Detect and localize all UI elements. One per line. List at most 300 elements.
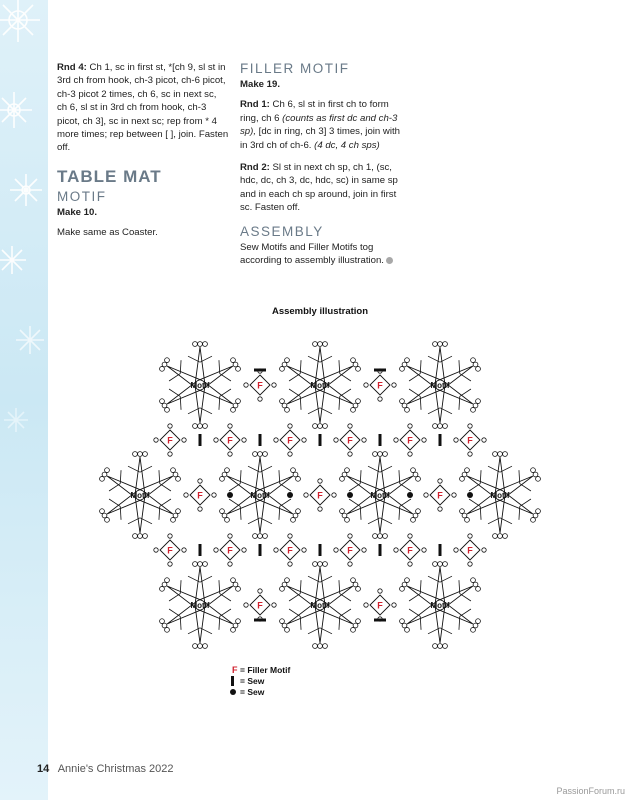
filler-motif-heading: FILLER MOTIF (240, 61, 350, 76)
filler-picot (168, 534, 172, 538)
filler-picot (452, 493, 456, 497)
picot (193, 644, 198, 649)
filler-picot (288, 534, 292, 538)
motif-branch (349, 499, 360, 506)
legend-filler-symbol: F (232, 665, 238, 675)
picot (313, 424, 318, 429)
motif-branch (109, 499, 120, 506)
filler-picot (274, 548, 278, 552)
rnd2-label: Rnd 2: (240, 162, 270, 174)
picot (356, 366, 361, 371)
picot (225, 468, 230, 473)
sew-bar-5 (199, 434, 202, 446)
picot (443, 342, 448, 347)
filler-motif-8 (454, 424, 486, 456)
motif-branch (160, 499, 171, 506)
legend-text-2: = Sew (240, 676, 265, 686)
picot (220, 509, 225, 514)
picot (258, 534, 263, 539)
picot (258, 452, 263, 457)
motif-9 (280, 562, 361, 649)
motif-branch (340, 609, 351, 616)
motif-branch (229, 484, 240, 491)
picot (378, 452, 383, 457)
filler-label: F (167, 435, 173, 446)
rnd1-text-a: Ch 6, sl st in first ch to form ring, ch 6 (240, 99, 389, 124)
filler-picot (348, 534, 352, 538)
picot (253, 452, 258, 457)
filler-motif-16 (394, 534, 426, 566)
motif-branch (400, 484, 411, 491)
picot (323, 424, 328, 429)
filler-motif-12 (154, 534, 186, 566)
filler-motif-13 (214, 534, 246, 566)
picot (493, 534, 498, 539)
motif-branch (469, 499, 480, 506)
picot (280, 619, 285, 624)
filler-picot (332, 493, 336, 497)
picot (198, 342, 203, 347)
picot (438, 644, 443, 649)
filler-picot (408, 452, 412, 456)
picot (433, 562, 438, 567)
filler-picot (422, 438, 426, 442)
filler-picot (242, 548, 246, 552)
motif-branch (409, 594, 420, 601)
sew-bar-7 (319, 434, 322, 446)
motif-10 (400, 562, 481, 649)
motif-label: Motif (370, 491, 390, 500)
filler-picot (408, 424, 412, 428)
motif-branch (340, 389, 351, 396)
filler-picot (168, 452, 172, 456)
picot (231, 627, 236, 632)
picot (280, 399, 285, 404)
filler-label: F (287, 545, 293, 556)
picot (465, 468, 470, 473)
filler-picot (302, 548, 306, 552)
picot (203, 342, 208, 347)
filler-label: F (167, 545, 173, 556)
filler-picot (378, 589, 382, 593)
picot (105, 468, 110, 473)
motif-branch (340, 594, 351, 601)
motif-branch (469, 484, 480, 491)
picot (373, 534, 378, 539)
picot (198, 424, 203, 429)
motif-branch (409, 374, 420, 381)
motif-branch (229, 499, 240, 506)
motif-branch (460, 389, 471, 396)
filler-label: F (467, 545, 473, 556)
picot (471, 407, 476, 412)
end-mark-icon (386, 257, 393, 264)
filler-label: F (227, 545, 233, 556)
sew-dot-2 (287, 492, 293, 498)
picot (476, 586, 481, 591)
motif-3 (400, 342, 481, 429)
picot (323, 644, 328, 649)
motif-heading: MOTIF (57, 188, 107, 204)
filler-picot (438, 479, 442, 483)
filler-label: F (317, 490, 323, 501)
picot (291, 517, 296, 522)
picot (405, 578, 410, 583)
motif-branch (460, 594, 471, 601)
motif-branch (520, 499, 531, 506)
picot (236, 586, 241, 591)
filler-motif-3 (154, 424, 186, 456)
picot (476, 366, 481, 371)
filler-label: F (257, 600, 263, 611)
sew-bar-9 (439, 434, 442, 446)
motif-branch (160, 484, 171, 491)
sew-bar-4 (374, 619, 386, 622)
motif-branch (289, 609, 300, 616)
watermark: PassionForum.ru (556, 786, 625, 796)
left-column (57, 61, 229, 249)
filler-motif-1 (244, 369, 276, 401)
picot (285, 358, 290, 363)
filler-picot (154, 548, 158, 552)
motif-branch (400, 499, 411, 506)
filler-picot (302, 438, 306, 442)
motif-branch (169, 594, 180, 601)
legend-dot-symbol (230, 689, 236, 695)
sew-bar-13 (379, 544, 382, 556)
filler-picot (288, 562, 292, 566)
picot (318, 562, 323, 567)
assembly-heading: ASSEMBLY (240, 223, 324, 239)
rnd2-text: Sl st in next ch sp, ch 1, (sc, hdc, dc, ch 3, dc, hdc, sc) in same sp and in each ch sp around, join in first sc. Fasten off. (240, 162, 398, 214)
picot (160, 619, 165, 624)
assembly-illustration (70, 300, 570, 720)
picot (460, 509, 465, 514)
picot (133, 534, 138, 539)
snowflake-decoration-icon (0, 0, 48, 800)
filler-picot (438, 507, 442, 511)
picot (193, 342, 198, 347)
filler-picot (362, 438, 366, 442)
picot (443, 424, 448, 429)
filler-motif-17 (454, 534, 486, 566)
sew-bar-10 (199, 544, 202, 556)
picot (351, 407, 356, 412)
picot (356, 586, 361, 591)
rnd2-paragraph (240, 161, 408, 215)
rnd1-italic-b: (4 dc, 4 ch sps) (314, 139, 380, 151)
picot (345, 468, 350, 473)
picot (443, 562, 448, 567)
filler-picot (288, 424, 292, 428)
diagram-title: Assembly illustration (271, 306, 369, 317)
filler-picot (244, 383, 248, 387)
picot (438, 562, 443, 567)
sew-dot-4 (407, 492, 413, 498)
picot (296, 476, 301, 481)
filler-picot (348, 424, 352, 428)
filler-picot (408, 562, 412, 566)
motif-branch (289, 594, 300, 601)
motif-8 (160, 562, 241, 649)
motif-4 (100, 452, 181, 539)
picot (318, 342, 323, 347)
motif-2 (280, 342, 361, 429)
motif-branch (289, 389, 300, 396)
filler-motif-15 (334, 534, 366, 566)
filler-picot (274, 438, 278, 442)
picot (340, 509, 345, 514)
filler-picot (454, 438, 458, 442)
sew-bar-2 (374, 369, 386, 372)
filler-picot (258, 397, 262, 401)
picot (100, 509, 105, 514)
filler-picot (288, 452, 292, 456)
sew-dot-1 (227, 492, 233, 498)
picot (193, 562, 198, 567)
filler-label: F (467, 435, 473, 446)
filler-picot (228, 562, 232, 566)
filler-picot (364, 603, 368, 607)
sew-bar-12 (319, 544, 322, 556)
picot (198, 644, 203, 649)
page-footer (37, 763, 174, 775)
picot (198, 562, 203, 567)
motif-branch (220, 374, 231, 381)
filler-label: F (227, 435, 233, 446)
picot (383, 534, 388, 539)
filler-picot (198, 507, 202, 511)
picot (373, 452, 378, 457)
picot (313, 342, 318, 347)
filler-motif-5 (274, 424, 306, 456)
picot (323, 562, 328, 567)
picot (493, 452, 498, 457)
motif-branch (460, 374, 471, 381)
filler-label: F (377, 380, 383, 391)
motif-label: Motif (430, 381, 450, 390)
picot (416, 476, 421, 481)
filler-picot (454, 548, 458, 552)
picot (443, 644, 448, 649)
picot (433, 644, 438, 649)
filler-picot (272, 603, 276, 607)
motif-branch (220, 594, 231, 601)
motif-label: Motif (250, 491, 270, 500)
rnd1-paragraph (240, 98, 408, 152)
filler-picot (168, 562, 172, 566)
motif-branch (280, 499, 291, 506)
picot (438, 424, 443, 429)
picot (138, 534, 143, 539)
rnd4-paragraph (57, 61, 229, 155)
filler-label: F (347, 435, 353, 446)
rnd4-label: Rnd 4: (57, 62, 87, 73)
filler-label: F (437, 490, 443, 501)
filler-motif-14 (274, 534, 306, 566)
motif-label: Motif (490, 491, 510, 500)
picot (203, 562, 208, 567)
picot (471, 627, 476, 632)
filler-picot (392, 383, 396, 387)
picot (498, 452, 503, 457)
right-column (240, 61, 408, 276)
picot (318, 424, 323, 429)
filler-picot (228, 424, 232, 428)
diagram-legend (230, 665, 290, 697)
filler-picot (364, 383, 368, 387)
sew-bar-14 (439, 544, 442, 556)
filler-label: F (377, 600, 383, 611)
rnd1-italic-a: (counts as first dc and ch-3 sp), (240, 112, 398, 138)
filler-picot (212, 493, 216, 497)
rnd4-text: Ch 1, sc in first st, *[ch 9, sl st in 3rd ch from hook, ch-3 picot, ch-6 picot, ch-3 picot 2 times, ch 6, sc in next sc, ch 6, sl st in 3rd ch from hook, ch-3 picot, ch 3], sc in next sc; rep from * 4 more times; rep between [ ], join. Fasten off. (57, 62, 229, 154)
sew-bar-1 (254, 369, 266, 372)
picot (203, 644, 208, 649)
motif-branch (349, 484, 360, 491)
filler-picot (378, 397, 382, 401)
assembly-paragraph (240, 241, 408, 268)
filler-picot (242, 438, 246, 442)
filler-picot (182, 438, 186, 442)
legend-text-3: = Sew (240, 687, 265, 697)
picot (318, 644, 323, 649)
picot (313, 644, 318, 649)
motif-branch (109, 484, 120, 491)
picot (536, 476, 541, 481)
filler-picot (214, 548, 218, 552)
filler-picot (318, 507, 322, 511)
filler-label: F (287, 435, 293, 446)
filler-motif-10 (304, 479, 336, 511)
picot (351, 627, 356, 632)
motif-label: Motif (310, 381, 330, 390)
filler-picot (168, 424, 172, 428)
filler-picot (408, 534, 412, 538)
filler-make: Make 19. (240, 79, 281, 90)
picot (503, 452, 508, 457)
rnd1-text-b: [dc in ring, ch 3] 3 times, join with in 3rd ch of ch-6. (240, 126, 400, 151)
motif-branch (169, 389, 180, 396)
filler-picot (334, 548, 338, 552)
motif-branch (460, 609, 471, 616)
picot (143, 452, 148, 457)
motif-label: Motif (190, 601, 210, 610)
picot (400, 619, 405, 624)
filler-motif-9 (184, 479, 216, 511)
motif-label: Motif (130, 491, 150, 500)
motif-label: Motif (430, 601, 450, 610)
filler-picot (228, 534, 232, 538)
motif-branch (220, 609, 231, 616)
filler-motif-7 (394, 424, 426, 456)
filler-picot (304, 493, 308, 497)
filler-picot (424, 493, 428, 497)
motif-make: Make 10. (57, 206, 98, 218)
filler-picot (468, 452, 472, 456)
filler-motif-18 (244, 589, 276, 621)
picot (176, 476, 181, 481)
filler-picot (348, 562, 352, 566)
picot (171, 517, 176, 522)
filler-picot (482, 548, 486, 552)
motif-text: Make same as Coaster. (57, 227, 158, 239)
filler-picot (182, 548, 186, 552)
motif-label: Motif (190, 381, 210, 390)
filler-picot (228, 452, 232, 456)
picot (143, 534, 148, 539)
filler-label: F (347, 545, 353, 556)
motif-branch (520, 484, 531, 491)
filler-picot (468, 562, 472, 566)
motif-branch (340, 374, 351, 381)
filler-picot (468, 534, 472, 538)
filler-picot (318, 479, 322, 483)
filler-picot (348, 452, 352, 456)
filler-label: F (197, 490, 203, 501)
filler-label: F (407, 435, 413, 446)
snowflake-sidebar (0, 0, 48, 800)
page-number: 14 (37, 763, 50, 775)
publication-title: Annie's Christmas 2022 (57, 763, 174, 775)
sew-bar-6 (259, 434, 262, 446)
filler-motif-6 (334, 424, 366, 456)
filler-picot (272, 383, 276, 387)
filler-motif-2 (364, 369, 396, 401)
motif-branch (409, 389, 420, 396)
filler-picot (184, 493, 188, 497)
picot (438, 342, 443, 347)
motif-branch (169, 374, 180, 381)
filler-motif-19 (364, 589, 396, 621)
picot (236, 366, 241, 371)
filler-label: F (407, 545, 413, 556)
picot (531, 517, 536, 522)
picot (498, 534, 503, 539)
picot (231, 407, 236, 412)
picot (405, 358, 410, 363)
picot (378, 534, 383, 539)
filler-picot (394, 438, 398, 442)
filler-picot (482, 438, 486, 442)
legend-text-1: = Filler Motif (240, 665, 291, 675)
motif-branch (409, 609, 420, 616)
rnd1-label: Rnd 1: (240, 99, 270, 111)
picot (263, 534, 268, 539)
sew-bar-3 (254, 619, 266, 622)
motif-1 (160, 342, 241, 429)
motif-branch (220, 389, 231, 396)
filler-motif-4 (214, 424, 246, 456)
filler-picot (258, 589, 262, 593)
picot (165, 578, 170, 583)
motif-branch (169, 609, 180, 616)
picot (503, 534, 508, 539)
filler-picot (362, 548, 366, 552)
picot (411, 517, 416, 522)
picot (193, 424, 198, 429)
motif-label: Motif (310, 601, 330, 610)
filler-label: F (257, 380, 263, 391)
picot (313, 562, 318, 567)
picot (203, 424, 208, 429)
sew-dot-3 (347, 492, 353, 498)
filler-picot (244, 603, 248, 607)
picot (160, 399, 165, 404)
filler-picot (392, 603, 396, 607)
picot (138, 452, 143, 457)
sew-dot-5 (467, 492, 473, 498)
